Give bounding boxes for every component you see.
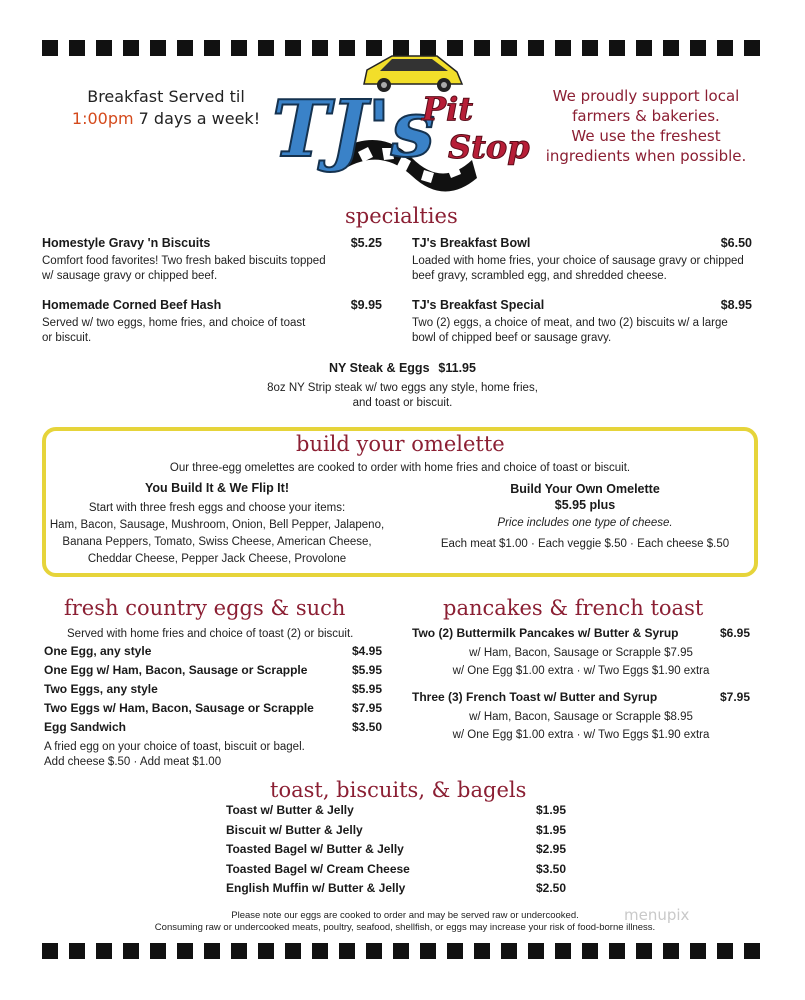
note-line1: Please note our eggs are cooked to order and may be served raw or undercooked.: [231, 910, 579, 921]
omelette-right-price: $5.95 plus: [554, 498, 616, 512]
checker-square: [312, 943, 328, 959]
item-desc: and toast or biscuit.: [352, 397, 453, 409]
list-item: [44, 682, 382, 701]
sandwich-addons: Add cheese $.50 · Add meat $1.00: [44, 756, 222, 768]
checker-square: [96, 40, 112, 56]
omelette-title: build your omelette: [296, 432, 505, 456]
item-desc: bowl of chipped beef or sausage gravy.: [412, 332, 612, 344]
item-price: $8.95: [720, 298, 752, 312]
checker-square: [123, 40, 139, 56]
item-desc: or biscuit.: [42, 332, 92, 344]
omelette-left-line3: Banana Peppers, Tomato, Swiss Cheese, American Cheese,: [62, 536, 372, 548]
eggs-list: [44, 644, 382, 770]
list-item: [226, 823, 566, 843]
item-name: Homestyle Gravy 'n Biscuits: [42, 236, 211, 250]
item-price: $4.95: [351, 644, 382, 658]
checker-square: [42, 40, 58, 56]
list-item: [44, 701, 382, 720]
checker-border-bottom: [42, 943, 764, 959]
farmers-line3: We use the freshest: [571, 127, 721, 145]
checker-square: [177, 943, 193, 959]
checker-square: [420, 943, 436, 959]
omelette-right-heading: Build Your Own Omelette: [510, 482, 660, 496]
item-price: $5.95: [351, 663, 382, 677]
checker-square: [744, 40, 760, 56]
list-item: [44, 644, 382, 663]
item-price: $2.50: [535, 881, 566, 895]
omelette-build-left: [44, 481, 390, 568]
checker-square: [609, 943, 625, 959]
checker-square: [609, 40, 625, 56]
item-name: Homemade Corned Beef Hash: [42, 298, 222, 312]
item-desc: beef gravy, scrambled egg, and shredded cheese.: [412, 270, 667, 282]
checker-square: [42, 943, 58, 959]
omelette-left-line4: Cheddar Cheese, Pepper Jack Cheese, Provolone: [87, 553, 347, 565]
specialty-item: [412, 298, 752, 346]
omelette-left-line2: Ham, Bacon, Sausage, Mushroom, Onion, Bell Pepper, Jalapeno,: [49, 519, 385, 531]
checker-square: [636, 943, 652, 959]
checker-square: [690, 40, 706, 56]
omelette-right-note: Price includes one type of cheese.: [497, 517, 673, 529]
item-name: One Egg w/ Ham, Bacon, Sausage or Scrapple: [44, 663, 308, 677]
checker-square: [231, 40, 247, 56]
omelette-left-heading: You Build It & We Flip It!: [145, 481, 289, 495]
note-line2: Consuming raw or undercooked meats, poultry, seafood, shellfish, or eggs may increase your risk of food-borne illness.: [154, 922, 656, 933]
eggs-title: fresh country eggs & such: [64, 596, 346, 620]
item-price: $3.50: [535, 861, 566, 876]
item-price: $7.95: [719, 690, 750, 704]
checker-square: [339, 943, 355, 959]
watermark: menupix: [624, 906, 690, 924]
farmers-line4: ingredients when possible.: [545, 147, 747, 165]
item-price: $9.95: [350, 298, 382, 312]
item-option: w/ Ham, Bacon, Sausage or Scrapple $7.95: [469, 647, 693, 659]
checker-square: [663, 943, 679, 959]
pancakes-title: pancakes & french toast: [443, 596, 704, 620]
checker-square: [204, 40, 220, 56]
eggs-intro: Served with home fries and choice of toast (2) or biscuit.: [67, 628, 354, 640]
item-price: $6.50: [720, 236, 752, 250]
checker-square: [123, 943, 139, 959]
item-desc: Two (2) eggs, a choice of meat, and two (2) biscuits w/ a large: [412, 317, 728, 329]
logo-tagline-stop: Stop: [448, 128, 530, 166]
item-name: Two (2) Buttermilk Pancakes w/ Butter & Syrup: [412, 626, 679, 640]
specialty-item: [42, 236, 382, 284]
item-name: English Muffin w/ Butter & Jelly: [226, 881, 406, 895]
checker-square: [285, 943, 301, 959]
omelette-right-extras: Each meat $1.00 · Each veggie $.50 · Each cheese $.50: [440, 538, 730, 550]
logo-tagline-pit: Pit: [422, 90, 473, 128]
checker-square: [69, 943, 85, 959]
item-name: Toasted Bagel w/ Cream Cheese: [226, 861, 410, 876]
item-price: $6.95: [719, 626, 750, 640]
item-price: $5.25: [350, 236, 382, 250]
specialties-title: specialties: [345, 204, 458, 228]
checker-square: [177, 40, 193, 56]
item-price: $3.50: [351, 720, 382, 734]
item-name: TJ's Breakfast Bowl: [412, 236, 531, 250]
hours-line2: [56, 108, 276, 130]
list-item: [226, 862, 566, 882]
specialty-item: [412, 236, 752, 284]
item-price: $7.95: [351, 701, 382, 715]
checker-square: [582, 943, 598, 959]
checker-square: [663, 40, 679, 56]
farmers-line1: We proudly support local: [552, 87, 740, 105]
item-name: Toasted Bagel w/ Butter & Jelly: [226, 842, 404, 856]
tjs-pit-stop-logo: [272, 48, 534, 198]
item-name: Three (3) French Toast w/ Butter and Syrup: [412, 690, 658, 704]
checker-square: [393, 943, 409, 959]
item-price: $1.95: [535, 803, 566, 817]
checker-square: [258, 943, 274, 959]
item-name: Biscuit w/ Butter & Jelly: [226, 822, 363, 837]
item-price: $2.95: [535, 842, 566, 856]
item-desc: Served w/ two eggs, home fries, and choice of toast: [42, 317, 306, 329]
item-name: NY Steak & Eggs: [329, 361, 430, 375]
list-item: [226, 803, 566, 823]
checker-square: [717, 943, 733, 959]
item-name: TJ's Breakfast Special: [412, 298, 545, 312]
checker-square: [555, 40, 571, 56]
checker-square: [555, 943, 571, 959]
item-price: $11.95: [438, 361, 476, 375]
omelette-build-right: [420, 482, 750, 552]
item-option: w/ One Egg $1.00 extra · w/ Two Eggs $1.90 extra: [452, 729, 710, 741]
sandwich-desc: A fried egg on your choice of toast, biscuit or bagel.: [44, 741, 305, 753]
logo-letters: TJ's: [272, 84, 435, 175]
checker-square: [744, 943, 760, 959]
checker-square: [474, 943, 490, 959]
checker-square: [690, 943, 706, 959]
toast-title: toast, biscuits, & bagels: [270, 778, 527, 802]
item-desc: Comfort food favorites! Two fresh baked biscuits topped: [42, 255, 326, 267]
farmers-line2: farmers & bakeries.: [572, 107, 720, 125]
item-price: $1.95: [535, 822, 566, 837]
checker-square: [366, 943, 382, 959]
omelette-left-line1: Start with three fresh eggs and choose your items:: [88, 502, 346, 514]
checker-square: [501, 943, 517, 959]
checker-square: [204, 943, 220, 959]
item-desc: 8oz NY Strip steak w/ two eggs any style, home fries,: [267, 382, 538, 394]
local-farmers-note: [534, 86, 758, 166]
specialty-item: [42, 298, 382, 346]
item-name: Toast w/ Butter & Jelly: [226, 803, 354, 817]
list-item: [44, 663, 382, 682]
checker-square: [150, 943, 166, 959]
french-toast-item: [412, 690, 750, 744]
pancakes-item: [412, 626, 750, 680]
checker-square: [636, 40, 652, 56]
checker-square: [150, 40, 166, 56]
checker-square: [96, 943, 112, 959]
checker-square: [231, 943, 247, 959]
checker-square: [717, 40, 733, 56]
item-name: Two Eggs, any style: [44, 682, 158, 696]
toast-list: [226, 803, 566, 901]
hours-line1: Breakfast Served til: [87, 87, 245, 106]
item-name: One Egg, any style: [44, 644, 152, 658]
item-price: $5.95: [351, 682, 382, 696]
item-name: Egg Sandwich: [44, 720, 127, 734]
omelette-intro: Our three-egg omelettes are cooked to order with home fries and choice of toast or biscuit.: [169, 462, 631, 474]
item-desc: w/ sausage gravy or chipped beef.: [42, 270, 218, 282]
ny-steak-item: [200, 359, 605, 411]
item-option: w/ Ham, Bacon, Sausage or Scrapple $8.95: [469, 711, 693, 723]
breakfast-hours: [56, 86, 276, 130]
hours-days: 7 days a week!: [133, 109, 261, 128]
list-item: [44, 720, 382, 739]
hours-time: 1:00pm: [71, 109, 134, 128]
list-item: [226, 842, 566, 862]
checker-square: [69, 40, 85, 56]
item-desc: Loaded with home fries, your choice of sausage gravy or chipped: [412, 255, 744, 267]
list-item: [226, 881, 566, 901]
checker-square: [582, 40, 598, 56]
item-name: Two Eggs w/ Ham, Bacon, Sausage or Scrapple: [44, 701, 314, 715]
item-option: w/ One Egg $1.00 extra · w/ Two Eggs $1.90 extra: [452, 665, 710, 677]
checker-square: [528, 943, 544, 959]
checker-square: [447, 943, 463, 959]
